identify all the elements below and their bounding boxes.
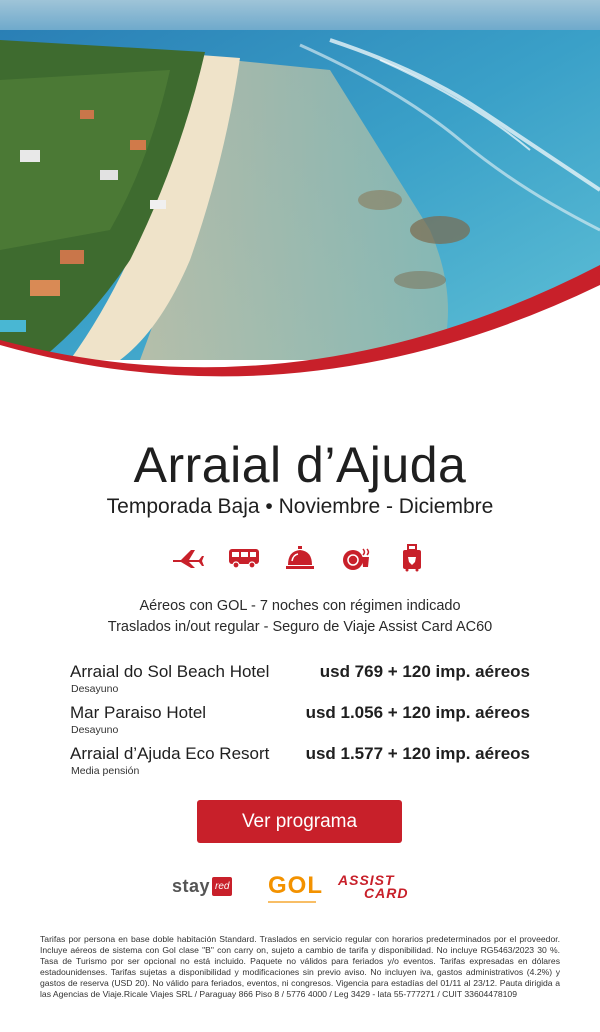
hotel-name: Mar Paraiso Hotel: [70, 703, 207, 722]
luggage-icon: [394, 542, 430, 574]
ver-programa-button[interactable]: Ver programa: [197, 800, 402, 843]
hotel-bell-icon: [282, 542, 318, 574]
hotel-price: usd 1.056 + 120 imp. aéreos: [305, 703, 530, 722]
hero-beach-image: [0, 0, 600, 380]
stayred-logo-badge: red: [212, 877, 232, 896]
page-title: Arraial d’Ajuda: [133, 437, 467, 493]
legal-disclaimer: Tarifas por persona en base doble habitación Standard. Traslados en servicio regular con horarios predeterminados por el proveedor. Incluye aéreos de sistema con Gol clase "B" con carry on, sujeto a cambio de tarifa y disponibilidad. No incluye RG5463/2023 30 %. Tasa de Turismo por ser opcional no está incluido. Paquete no válidos para feriados y/o eventos. Tarifas expresadas en dólares estadounidenses. Tarifas sujetas a disponibilidad y modificaciones sin previo aviso. No incluyen iva, gastos administrativos (4.2%) y gastos de reserva (USD 20). No válido para feriados, eventos, ni congresos. Vigencia para estadías del 01/11 al 23/12. Pauta dirigida a las Agencias de Viaje.Ricale Viajes SRL / Paraguay 866 Piso 8 / 5776 4000 / Leg 3429 - lata 55-777271 / CUIT 33604478109: [40, 934, 560, 999]
hotel-name: Arraial do Sol Beach Hotel: [70, 662, 270, 681]
bus-icon: [226, 542, 262, 574]
assist-card-logo-line2: CARD: [364, 885, 409, 901]
description-line-1: Aéreos con GOL - 7 noches con régimen indicado: [139, 598, 461, 614]
package-description: [0, 596, 600, 638]
meal-icon: [338, 542, 374, 574]
partner-logos: [0, 868, 600, 908]
description-line-2: Traslados in/out regular - Seguro de Viaje Assist Card AC60: [107, 619, 493, 635]
hotel-price: usd 769 + 120 imp. aéreos: [319, 662, 530, 681]
hotel-meal-plan: Desayuno: [71, 724, 119, 736]
page-subtitle: Temporada Baja • Noviembre - Diciembre: [106, 495, 494, 518]
assist-card-logo-line1: ASSIST: [338, 872, 395, 888]
stayred-logo-text: stay: [172, 876, 211, 896]
stayred-logo: [172, 876, 232, 897]
services-icon-row: [0, 542, 600, 574]
hotel-price: usd 1.577 + 120 imp. aéreos: [305, 744, 530, 763]
hotel-meal-plan: Desayuno: [71, 683, 119, 695]
hotel-name: Arraial d’Ajuda Eco Resort: [70, 744, 270, 763]
hotel-meal-plan: Media pensión: [71, 765, 140, 777]
assist-card-logo: [338, 874, 408, 900]
hotel-row: [70, 662, 530, 703]
hotel-row: [70, 703, 530, 744]
gol-logo-text: GOL: [268, 872, 323, 899]
hotel-price-list: [70, 662, 530, 785]
hotel-row: [70, 744, 530, 785]
airplane-icon: [170, 542, 206, 574]
gol-logo: [268, 872, 323, 903]
